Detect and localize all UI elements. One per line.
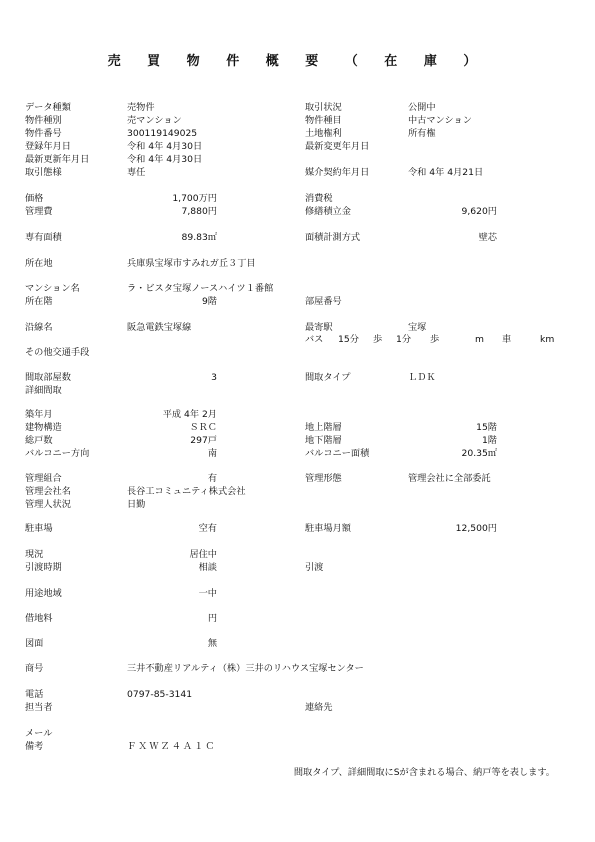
- label-property-type: 物件種別: [25, 115, 62, 126]
- label-area-method: 面積計測方式: [305, 232, 361, 243]
- value-unit-m: m: [475, 334, 484, 345]
- value-zoning: 一中: [198, 588, 217, 599]
- label-updated: 最新更新年月日: [25, 154, 90, 165]
- value-walk-minutes: 1分: [396, 334, 412, 345]
- label-land-right: 土地権利: [305, 128, 342, 139]
- label-parking-fee: 駐車場月額: [305, 523, 351, 534]
- label-area: 専有面積: [25, 232, 62, 243]
- label-manager-status: 管理人状況: [25, 499, 71, 510]
- label-mgmt-form: 管理形態: [305, 473, 342, 484]
- value-updated: 令和 4年 4月30日: [127, 154, 203, 165]
- value-bus-minutes: 15分: [338, 334, 359, 345]
- footnote: 間取タイプ、詳細間取にSが含まれる場合、納戸等を表します。: [293, 767, 555, 778]
- value-floors-above: 15階: [476, 422, 497, 433]
- value-trade-name: 三井不動産リアルティ（株）三井のリハウス宝塚センター: [127, 663, 364, 674]
- value-manager-status: 日勤: [127, 499, 146, 510]
- label-floors-above: 地上階層: [305, 422, 342, 433]
- label-parking: 駐車場: [25, 523, 53, 534]
- label-rooms: 間取部屋数: [25, 372, 71, 383]
- label-mgmt-assoc: 管理組合: [25, 473, 62, 484]
- value-floor: 9階: [201, 296, 217, 307]
- label-mgmt-company: 管理会社名: [25, 486, 71, 497]
- label-data-type: データ種類: [25, 102, 71, 113]
- value-layout-type: ＬＤＫ: [408, 372, 436, 383]
- label-floors-below: 地下階層: [305, 435, 342, 446]
- label-mgmt-fee: 管理費: [25, 206, 53, 217]
- value-total-units: 297戸: [190, 435, 217, 446]
- label-handover: 引渡: [305, 562, 324, 573]
- label-total-units: 総戸数: [25, 435, 53, 446]
- value-walk: 歩: [373, 334, 383, 345]
- value-property-no: 300119149025: [127, 128, 198, 139]
- value-price: 1,700万円: [172, 193, 217, 204]
- label-floor: 所在階: [25, 296, 53, 307]
- label-station: 最寄駅: [305, 322, 333, 333]
- page-title: 売 買 物 件 概 要 （ 在 庫 ）: [107, 54, 488, 69]
- label-trade-status: 取引状況: [305, 102, 342, 113]
- label-land-rent: 借地料: [25, 613, 53, 624]
- label-built: 築年月: [25, 409, 53, 420]
- label-deal-form: 取引態様: [25, 167, 62, 178]
- value-unit-km: km: [540, 334, 555, 345]
- value-mgmt-form: 管理会社に全部委託: [408, 473, 491, 484]
- value-line: 阪急電鉄宝塚線: [127, 322, 192, 333]
- label-line: 沿線名: [25, 322, 53, 333]
- label-change-date: 最新変更年月日: [305, 141, 370, 152]
- label-room-no: 部屋番号: [305, 296, 342, 307]
- value-mansion-name: ラ・ビスタ宝塚ノースハイツ１番館: [127, 283, 274, 294]
- value-phone: 0797-85-3141: [127, 689, 193, 700]
- label-location: 所在地: [25, 258, 53, 269]
- value-land-right: 所有権: [408, 128, 436, 139]
- value-area: 89.83㎡: [181, 232, 217, 243]
- value-built: 平成 4年 2月: [162, 409, 217, 420]
- value-mgmt-company: 長谷工コミュニティ株式会社: [127, 486, 246, 497]
- label-contract-date: 媒介契約年月日: [305, 167, 370, 178]
- label-contact: 連絡先: [305, 702, 333, 713]
- value-data-type: 売物件: [127, 102, 155, 113]
- value-rooms: 3: [211, 372, 217, 383]
- value-area-method: 壁芯: [478, 232, 497, 243]
- value-car: 車: [502, 334, 512, 345]
- label-property-item: 物件種目: [305, 115, 342, 126]
- value-parking-fee: 12,500円: [455, 523, 497, 534]
- value-property-type: 売マンション: [127, 115, 182, 126]
- value-balcony-area: 20.35㎡: [461, 448, 497, 459]
- label-mansion-name: マンション名: [25, 283, 80, 294]
- label-phone: 電話: [25, 689, 44, 700]
- label-remarks: 備考: [25, 741, 44, 752]
- value-location: 兵庫県宝塚市すみれガ丘３丁目: [127, 258, 256, 269]
- label-floor-plan: 図面: [25, 638, 44, 649]
- label-email: メール: [25, 728, 53, 739]
- value-deal-form: 専任: [127, 167, 146, 178]
- label-person: 担当者: [25, 702, 53, 713]
- value-handover-time: 相談: [198, 562, 217, 573]
- label-balcony-dir: バルコニー方向: [25, 448, 90, 459]
- label-room-detail: 詳細間取: [25, 385, 62, 396]
- label-layout-type: 間取タイプ: [305, 372, 351, 383]
- label-consumption-tax: 消費税: [305, 193, 333, 204]
- value-mgmt-fee: 7,880円: [181, 206, 217, 217]
- label-registered: 登録年月日: [25, 141, 71, 152]
- value-registered: 令和 4年 4月30日: [127, 141, 203, 152]
- value-land-rent: 円: [207, 613, 217, 624]
- value-repair-fund: 9,620円: [461, 206, 497, 217]
- value-parking: 空有: [198, 523, 217, 534]
- label-trade-name: 商号: [25, 663, 44, 674]
- value-property-item: 中古マンション: [408, 115, 472, 126]
- label-handover-time: 引渡時期: [25, 562, 62, 573]
- value-current-status: 居住中: [189, 549, 217, 560]
- value-mgmt-assoc: 有: [207, 473, 217, 484]
- value-station: 宝塚: [408, 322, 427, 333]
- value-contract-date: 令和 4年 4月21日: [408, 167, 484, 178]
- label-repair-fund: 修繕積立金: [305, 206, 351, 217]
- label-current-status: 現況: [25, 549, 44, 560]
- value-bus: バス: [305, 334, 324, 345]
- label-balcony-area: バルコニー面積: [305, 448, 370, 459]
- value-floors-below: 1階: [481, 435, 497, 446]
- value-balcony-dir: 南: [207, 448, 217, 459]
- value-structure: ＳＲＣ: [189, 422, 217, 433]
- label-other-transport: その他交通手段: [25, 347, 90, 358]
- label-structure: 建物構造: [25, 422, 62, 433]
- label-price: 価格: [25, 193, 44, 204]
- value-floor-plan: 無: [207, 638, 217, 649]
- label-zoning: 用途地域: [25, 588, 62, 599]
- value-remarks: ＦＸＷＺ４Ａ１Ｃ: [127, 741, 217, 752]
- value-trade-status: 公開中: [408, 102, 436, 113]
- value-walk2: 歩: [430, 334, 440, 345]
- label-property-no: 物件番号: [25, 128, 62, 139]
